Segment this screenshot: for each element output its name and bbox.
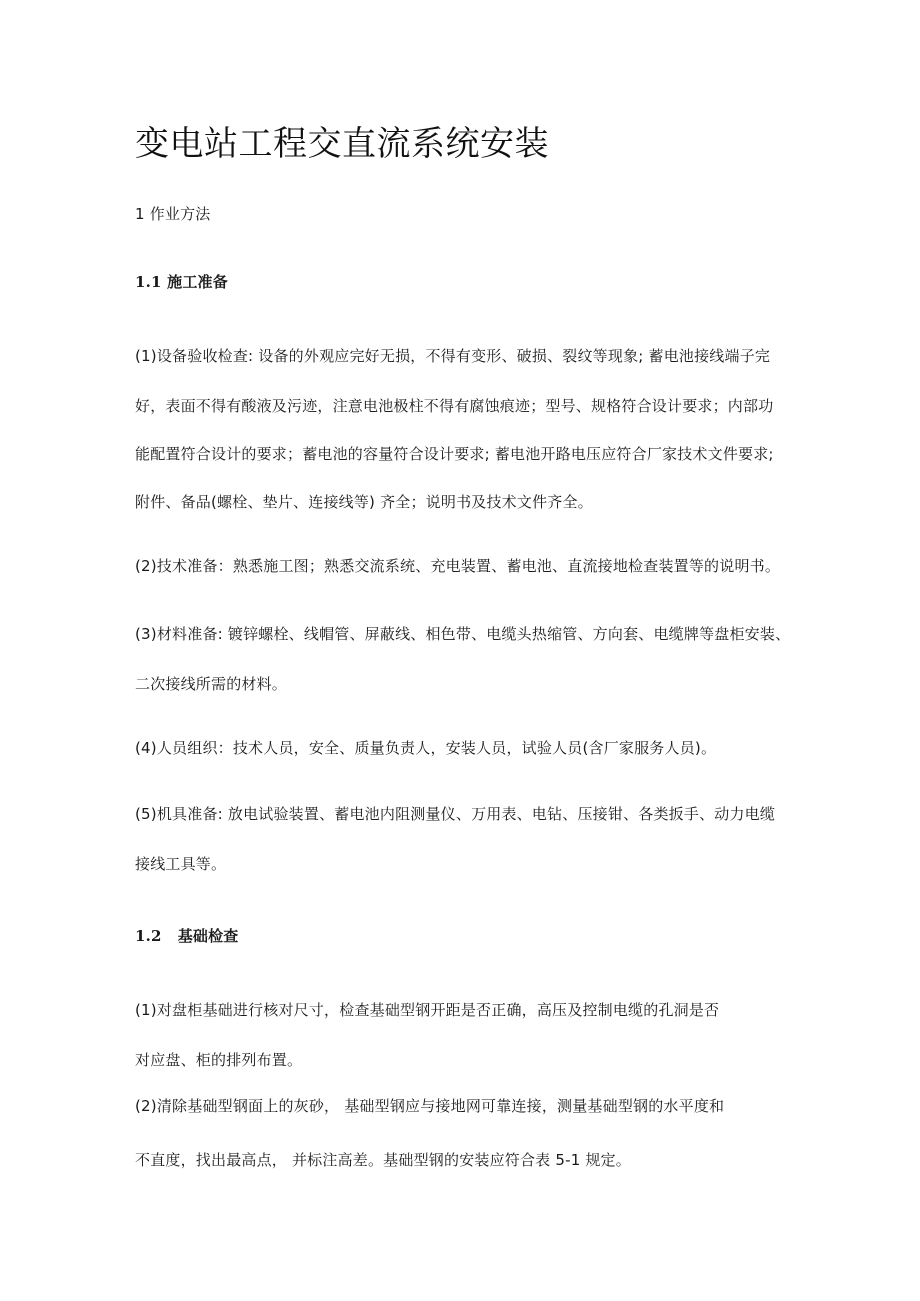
paragraph-equipment-check-line-2: 好，表面不得有酸液及污迹，注意电池极柱不得有腐蚀痕迹；型号、规格符合设计要求；内部功 [135, 397, 774, 415]
paragraph-material-prep-line-1: (3)材料准备: 镀锌螺栓、线帽管、屏蔽线、相色带、电缆头热缩管、方向套、电缆牌等盘柜安装、 [135, 625, 791, 643]
paragraph-equipment-check-line-1: (1)设备验收检查: 设备的外观应完好无损，不得有变形、破损、裂纹等现象; 蓄电池接线端子完 [135, 347, 771, 365]
paragraph-equipment-check-line-3: 能配置符合设计的要求；蓄电池的容量符合设计要求; 蓄电池开路电压应符合厂家技术文件要求; [135, 445, 774, 463]
paragraph-tools-line-1: (5)机具准备: 放电试验装置、蓄电池内阻测量仪、万用表、电钻、压接钳、各类扳手、动力电缆 [135, 805, 776, 823]
subsection-label: 基础检查 [177, 927, 239, 945]
paragraph-foundation-check-line-1: (1)对盘柜基础进行核对尺寸，检查基础型钢开距是否正确，高压及控制电缆的孔洞是否 [135, 1001, 720, 1019]
document-title: 变电站工程交直流系统安装 [135, 124, 549, 164]
section-heading-1: 1 作业方法 [135, 205, 211, 223]
subsection-number: 1.2 [135, 927, 162, 945]
paragraph-equipment-check-line-4: 附件、备品(螺栓、垫片、连接线等) 齐全；说明书及技术文件齐全。 [135, 493, 593, 511]
subsection-heading-1-2 [135, 926, 239, 946]
paragraph-foundation-check-line-2: 对应盘、柜的排列布置。 [135, 1051, 303, 1069]
paragraph-material-prep-line-2: 二次接线所需的材料。 [135, 675, 288, 693]
subsection-heading-1-1: 1.1 施工准备 [135, 273, 228, 291]
paragraph-tools-line-2: 接线工具等。 [135, 855, 227, 873]
paragraph-technical-prep: (2)技术准备：熟悉施工图；熟悉交流系统、充电装置、蓄电池、直流接地检查装置等的说明书。 [135, 557, 781, 575]
paragraph-steel-cleaning-line-2: 不直度，找出最高点， 并标注高差。基础型钢的安装应符合表 5-1 规定。 [135, 1151, 632, 1169]
paragraph-steel-cleaning-line-1: (2)清除基础型钢面上的灰砂， 基础型钢应与接地网可靠连接，测量基础型钢的水平度和 [135, 1097, 725, 1115]
paragraph-personnel: (4)人员组织：技术人员，安全、质量负责人，安装人员，试验人员(含厂家服务人员)。 [135, 739, 717, 757]
